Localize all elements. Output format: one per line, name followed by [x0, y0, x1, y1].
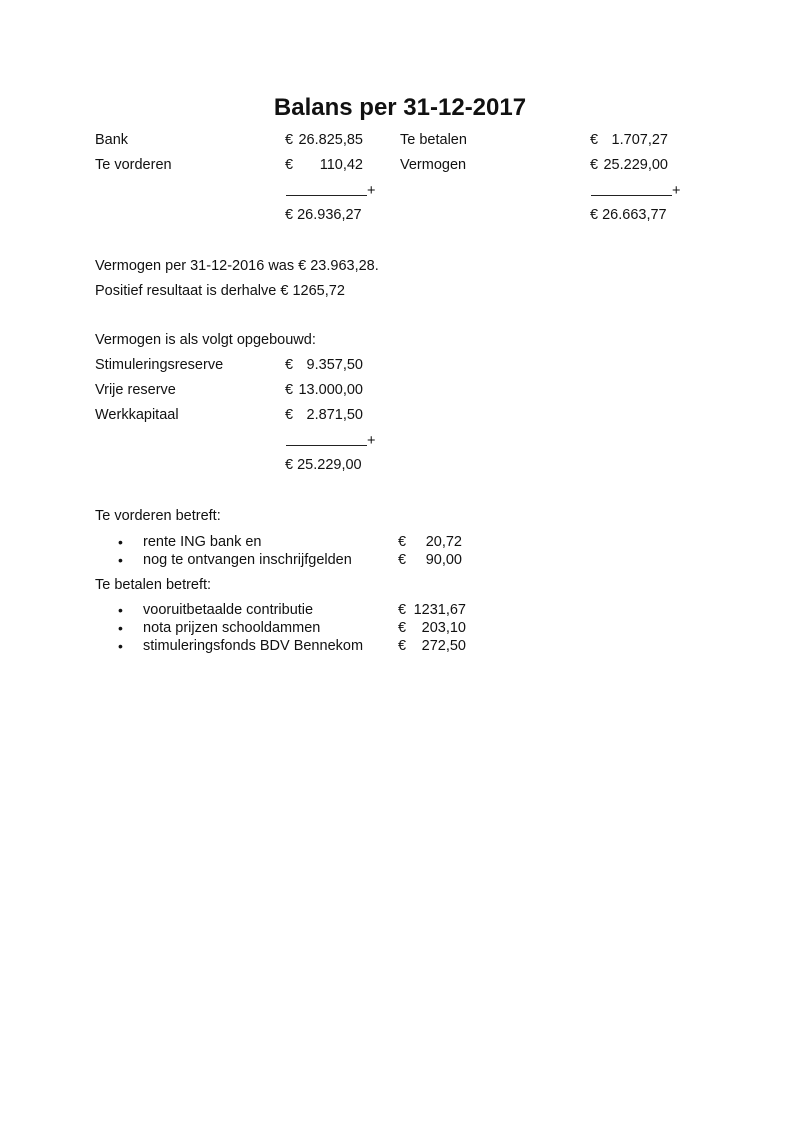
sum-rule — [286, 195, 367, 196]
balance-label-te-vorderen: Te vorderen — [95, 157, 172, 173]
balance-amount-te-betalen: 1.707,27 — [611, 132, 668, 148]
equity-total: € 25.229,00 — [285, 457, 362, 473]
balance-label-te-betalen: Te betalen — [400, 132, 467, 148]
payable-label: vooruitbetaalde contributie — [143, 602, 314, 618]
page-title: Balans per 31-12-2017 — [273, 94, 527, 121]
balance-amount-te-vorderen: 110,42 — [319, 157, 363, 173]
receivables-heading: Te vorderen betreft: — [95, 508, 221, 524]
payable-label: stimuleringsfonds BDV Bennekom — [143, 638, 364, 654]
bullet-icon: • — [118, 638, 123, 654]
balance-amount-bank: 26.825,85 — [298, 132, 363, 148]
equity-currency: € — [285, 382, 294, 398]
balance-label-bank: Bank — [95, 132, 129, 148]
balance-currency: € — [285, 157, 294, 173]
balance-right-total: € 26.663,77 — [590, 207, 667, 223]
balance-currency: € — [590, 132, 599, 148]
bullet-icon: • — [118, 534, 123, 550]
payable-label: nota prijzen schooldammen — [143, 620, 321, 636]
sum-rule — [591, 195, 672, 196]
balance-left-total: € 26.936,27 — [285, 207, 362, 223]
balance-currency: € — [285, 132, 294, 148]
receivable-label: nog te ontvangen inschrijfgelden — [143, 552, 352, 568]
equity-currency: € — [285, 357, 294, 373]
payables-heading: Te betalen betreft: — [95, 577, 212, 593]
equity-amount: 13.000,00 — [298, 382, 363, 398]
bullet-icon: • — [118, 620, 123, 636]
receivable-label: rente ING bank en — [143, 534, 262, 550]
sum-plus: + — [367, 433, 376, 449]
result-note: Positief resultaat is derhalve € 1265,72 — [95, 283, 345, 299]
payable-currency: € — [398, 602, 407, 618]
balance-label-vermogen: Vermogen — [400, 157, 467, 173]
bullet-icon: • — [118, 602, 123, 618]
payable-currency: € — [398, 620, 407, 636]
payable-amount: 272,50 — [421, 638, 466, 654]
prev-equity-note: Vermogen per 31-12-2016 was € 23.963,28. — [95, 258, 379, 274]
receivable-currency: € — [398, 552, 407, 568]
equity-heading: Vermogen is als volgt opgebouwd: — [95, 332, 316, 348]
equity-label: Vrije reserve — [95, 382, 176, 398]
equity-amount: 9.357,50 — [306, 357, 363, 373]
sum-plus: + — [367, 183, 376, 199]
balance-amount-vermogen: 25.229,00 — [603, 157, 668, 173]
equity-currency: € — [285, 407, 294, 423]
sum-plus: + — [672, 183, 681, 199]
receivable-currency: € — [398, 534, 407, 550]
balance-currency: € — [590, 157, 599, 173]
equity-label: Stimuleringsreserve — [95, 357, 224, 373]
payable-amount: 1231,67 — [413, 602, 466, 618]
equity-amount: 2.871,50 — [306, 407, 363, 423]
bullet-icon: • — [118, 552, 123, 568]
payable-currency: € — [398, 638, 407, 654]
receivable-amount: 90,00 — [425, 552, 462, 568]
sum-rule — [286, 445, 367, 446]
payable-amount: 203,10 — [421, 620, 466, 636]
receivable-amount: 20,72 — [425, 534, 462, 550]
equity-label: Werkkapitaal — [95, 407, 179, 423]
